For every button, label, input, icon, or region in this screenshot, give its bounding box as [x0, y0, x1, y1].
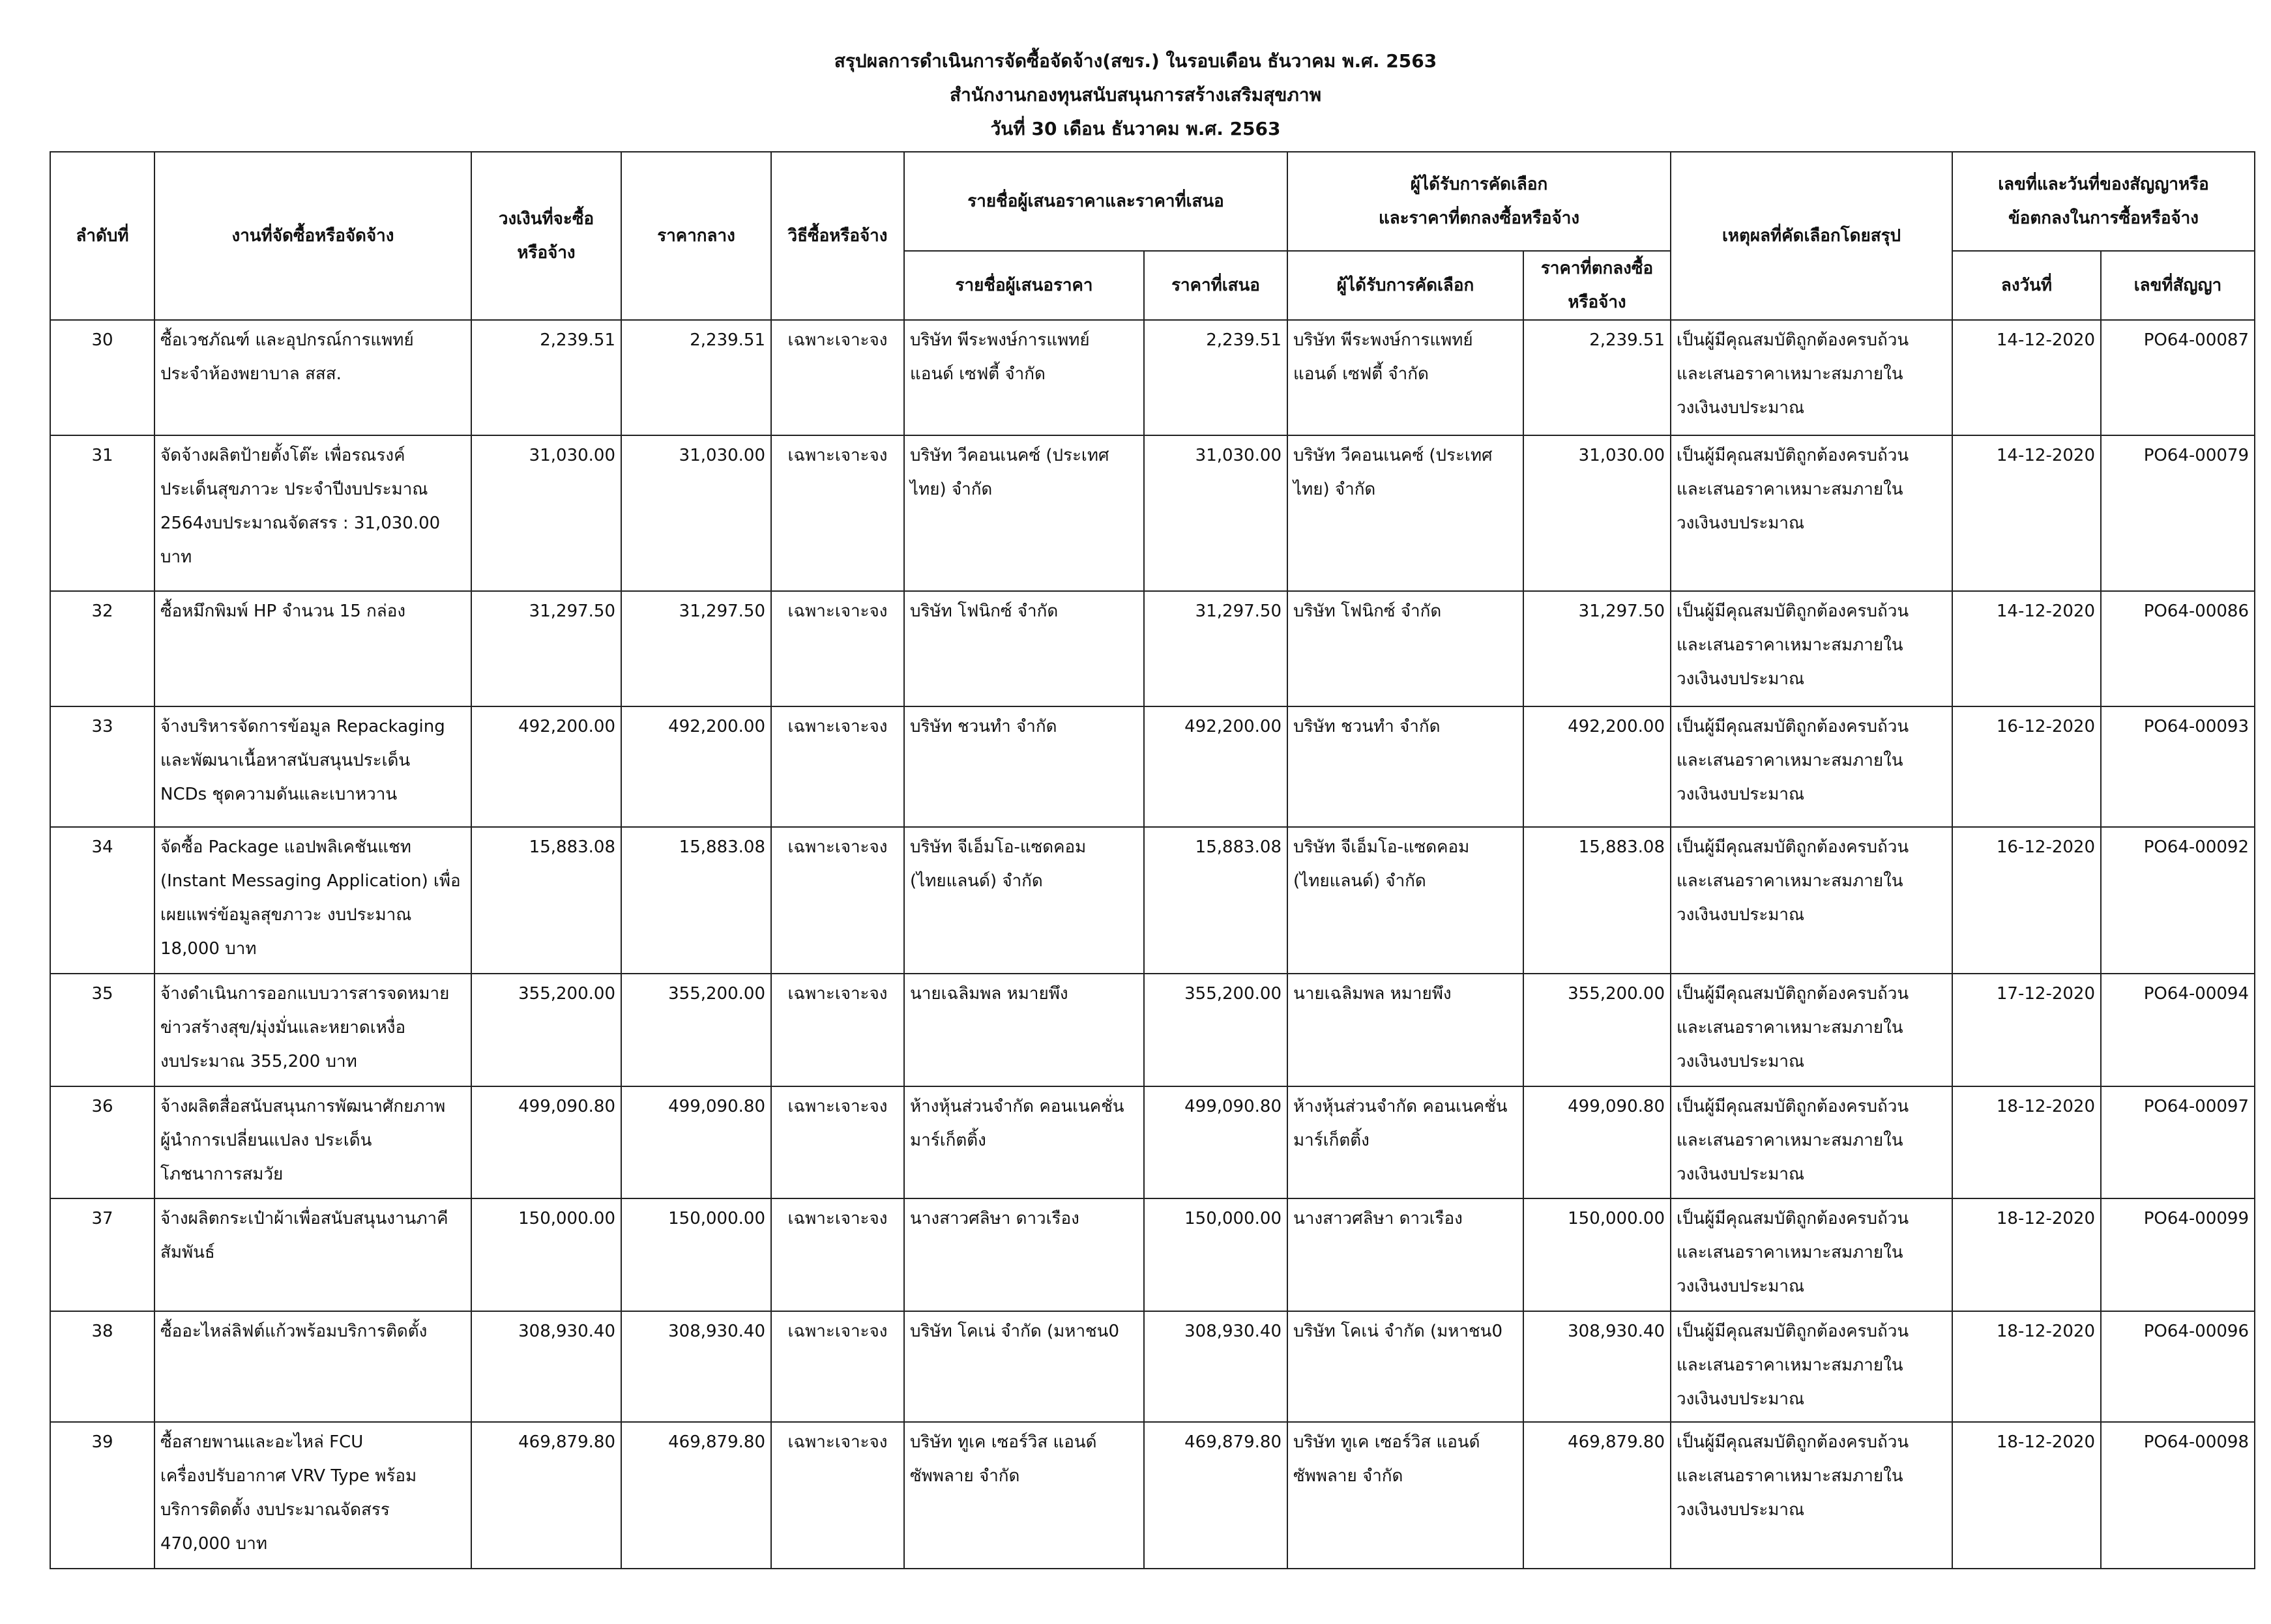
contract-number: PO64-00093 — [2101, 706, 2255, 827]
header-budget-line: หรือจ้าง — [517, 243, 576, 263]
selection-reason-line: เป็นผู้มีคุณสมบัติถูกต้องครบถ้วน — [1677, 1209, 1909, 1229]
work-description — [154, 974, 471, 1086]
procurement-table — [50, 151, 2255, 1569]
contract-number: PO64-00086 — [2101, 591, 2255, 706]
header-selected-line: ผู้ได้รับการคัดเลือก — [1410, 175, 1548, 194]
budget-amount: 15,883.08 — [471, 827, 621, 974]
selection-reason-line: และเสนอราคาเหมาะสมภายใน — [1677, 364, 1903, 384]
work-description-line: และพัฒนาเนื้อหาสนับสนุนประเด็น — [160, 751, 411, 771]
selection-reason — [1671, 974, 1952, 1086]
bid-price: 2,239.51 — [1144, 320, 1287, 435]
header-median-price: ราคากลาง — [621, 152, 771, 320]
selected-vendor-line: บริษัท จีเอ็มโอ-แซดคอม — [1293, 837, 1470, 858]
table-row — [50, 320, 2255, 435]
contract-date: 16-12-2020 — [1952, 706, 2101, 827]
contract-number: PO64-00079 — [2101, 435, 2255, 592]
selection-reason — [1671, 1422, 1952, 1569]
work-description-line: จ้างดำเนินการออกแบบวารสารจดหมาย — [160, 984, 450, 1004]
selection-reason-line: วงเงินงบประมาณ — [1677, 905, 1805, 925]
work-description — [154, 1422, 471, 1569]
selection-reason-line: เป็นผู้มีคุณสมบัติถูกต้องครบถ้วน — [1677, 717, 1909, 737]
header-budget-line: วงเงินที่จะซื้อ — [498, 209, 594, 229]
selection-reason-line: วงเงินงบประมาณ — [1677, 398, 1805, 418]
selection-reason-line: และเสนอราคาเหมาะสมภายใน — [1677, 1130, 1903, 1150]
bid-price: 31,297.50 — [1144, 591, 1287, 706]
selected-vendor — [1287, 974, 1523, 1086]
median-price: 355,200.00 — [621, 974, 771, 1086]
agreed-price: 31,297.50 — [1523, 591, 1671, 706]
contract-number: PO64-00098 — [2101, 1422, 2255, 1569]
bid-price: 31,030.00 — [1144, 435, 1287, 592]
bidder-name-line: นายเฉลิมพล หมายพึง — [910, 984, 1068, 1004]
table-row — [50, 1311, 2255, 1422]
work-description-line: NCDs ชุดความดันและเบาหวาน — [160, 785, 398, 805]
work-description — [154, 591, 471, 706]
bidder-name — [904, 435, 1144, 592]
selection-reason-line: เป็นผู้มีคุณสมบัติถูกต้องครบถ้วน — [1677, 1096, 1909, 1116]
bidder-name — [904, 706, 1144, 827]
header-reason: เหตุผลที่คัดเลือกโดยสรุป — [1671, 152, 1952, 320]
median-price: 492,200.00 — [621, 706, 771, 827]
selected-vendor-line: บริษัท โฟนิกซ์ จำกัด — [1293, 602, 1442, 622]
contract-date: 18-12-2020 — [1952, 1086, 2101, 1198]
work-description-line: 2564งบประมาณจัดสรร : 31,030.00 — [160, 513, 441, 533]
median-price: 31,030.00 — [621, 435, 771, 592]
contract-number: PO64-00092 — [2101, 827, 2255, 974]
row-number: 31 — [50, 435, 154, 592]
work-description-line: จัดซื้อ Package แอปพลิเคชันแชท — [160, 837, 411, 858]
row-number: 32 — [50, 591, 154, 706]
median-price: 150,000.00 — [621, 1198, 771, 1311]
selection-reason-line: วงเงินงบประมาณ — [1677, 669, 1805, 689]
work-description — [154, 320, 471, 435]
work-description-line: 18,000 บาท — [160, 939, 257, 959]
selection-reason-line: เป็นผู้มีคุณสมบัติถูกต้องครบถ้วน — [1677, 984, 1909, 1004]
work-description-line: ซื้ออะไหล่ลิฟต์แก้วพร้อมบริการติดตั้ง — [160, 1321, 428, 1341]
agreed-price: 492,200.00 — [1523, 706, 1671, 827]
bidder-name-line: แอนด์ เซฟตี้ จำกัด — [910, 364, 1046, 384]
selected-vendor — [1287, 1198, 1523, 1311]
bidder-name-line: นางสาวศลิษา ดาวเรือง — [910, 1209, 1079, 1229]
contract-date: 18-12-2020 — [1952, 1311, 2101, 1422]
bidder-name — [904, 1422, 1144, 1569]
work-description-line: ประจำห้องพยาบาล สสส. — [160, 364, 342, 384]
selection-reason-line: วงเงินงบประมาณ — [1677, 1500, 1805, 1520]
table-body — [50, 320, 2255, 1569]
table-row — [50, 1198, 2255, 1311]
bidder-name-line: (ไทยแลนด์) จำกัด — [910, 871, 1043, 892]
median-price: 2,239.51 — [621, 320, 771, 435]
selected-vendor — [1287, 435, 1523, 592]
procurement-method: เฉพาะเจาะจง — [771, 706, 904, 827]
selection-reason-line: และเสนอราคาเหมาะสมภายใน — [1677, 871, 1903, 892]
table-row — [50, 435, 2255, 592]
bidder-name-line: บริษัท จีเอ็มโอ-แซดคอม — [910, 837, 1087, 858]
contract-date: 18-12-2020 — [1952, 1422, 2101, 1569]
row-number: 35 — [50, 974, 154, 1086]
selected-vendor-line: (ไทยแลนด์) จำกัด — [1293, 871, 1426, 892]
procurement-method: เฉพาะเจาะจง — [771, 1422, 904, 1569]
work-description-line: 470,000 บาท — [160, 1533, 268, 1554]
bid-price: 150,000.00 — [1144, 1198, 1287, 1311]
work-description-line: จัดจ้างผลิตป้ายตั้งโต๊ะ เพื่อรณรงค์ — [160, 445, 405, 465]
procurement-method: เฉพาะเจาะจง — [771, 591, 904, 706]
contract-date: 14-12-2020 — [1952, 591, 2101, 706]
work-description — [154, 435, 471, 592]
work-description-line: บาท — [160, 547, 192, 567]
median-price: 308,930.40 — [621, 1311, 771, 1422]
selection-reason-line: วงเงินงบประมาณ — [1677, 1389, 1805, 1409]
contract-number: PO64-00087 — [2101, 320, 2255, 435]
table-row — [50, 1086, 2255, 1198]
selected-vendor-line: บริษัท ชวนทำ จำกัด — [1293, 717, 1441, 737]
row-number: 37 — [50, 1198, 154, 1311]
bidder-name-line: บริษัท พีระพงษ์การแพทย์ — [910, 330, 1090, 350]
budget-amount: 31,297.50 — [471, 591, 621, 706]
selected-vendor — [1287, 706, 1523, 827]
header-contract-date: ลงวันที่ — [1952, 251, 2101, 320]
selected-vendor-line: แอนด์ เซฟตี้ จำกัด — [1293, 364, 1429, 384]
header-selected-line: และราคาที่ตกลงซื้อหรือจ้าง — [1378, 209, 1580, 228]
work-description — [154, 1311, 471, 1422]
bidder-name — [904, 1198, 1144, 1311]
bid-price: 492,200.00 — [1144, 706, 1287, 827]
header-bid-price: ราคาที่เสนอ — [1144, 251, 1287, 320]
header-work: งานที่จัดซื้อหรือจัดจ้าง — [154, 152, 471, 320]
selection-reason-line: และเสนอราคาเหมาะสมภายใน — [1677, 479, 1903, 499]
budget-amount: 499,090.80 — [471, 1086, 621, 1198]
bidder-name-line: บริษัท วีคอนเนคซ์ (ประเทศ — [910, 445, 1109, 465]
contract-number: PO64-00096 — [2101, 1311, 2255, 1422]
selected-vendor-line: ซัพพลาย จำกัด — [1293, 1466, 1403, 1486]
header-bidder-name: รายชื่อผู้เสนอราคา — [904, 251, 1144, 320]
work-description-line: จ้างบริหารจัดการข้อมูล Repackaging — [160, 717, 445, 737]
header-contract-line: เลขที่และวันที่ของสัญญาหรือ — [1998, 175, 2209, 194]
selected-vendor — [1287, 1311, 1523, 1422]
selection-reason — [1671, 1311, 1952, 1422]
work-description-line: ซื้อเวชภัณฑ์ และอุปกรณ์การแพทย์ — [160, 330, 414, 350]
contract-number: PO64-00097 — [2101, 1086, 2255, 1198]
selected-vendor — [1287, 320, 1523, 435]
selection-reason-line: เป็นผู้มีคุณสมบัติถูกต้องครบถ้วน — [1677, 837, 1909, 858]
document-header — [0, 44, 2271, 146]
procurement-method: เฉพาะเจาะจง — [771, 974, 904, 1086]
bidder-name — [904, 827, 1144, 974]
bidder-name-line: บริษัท โคเน่ จำกัด (มหาชน0 — [910, 1321, 1120, 1341]
bidder-name-line: ห้างหุ้นส่วนจำกัด คอนเนคชั่น — [910, 1096, 1124, 1116]
selection-reason-line: เป็นผู้มีคุณสมบัติถูกต้องครบถ้วน — [1677, 1432, 1909, 1452]
work-description-line: บริการติดตั้ง งบประมาณจัดสรร — [160, 1500, 390, 1520]
bidder-name — [904, 974, 1144, 1086]
bid-price: 355,200.00 — [1144, 974, 1287, 1086]
work-description-line: (Instant Messaging Application) เพื่อ — [160, 871, 461, 892]
table-row — [50, 591, 2255, 706]
header-contract-group — [1952, 152, 2255, 251]
table-header — [50, 152, 2255, 320]
bidder-name-line: มาร์เก็ตติ้ง — [910, 1130, 986, 1150]
agreed-price: 150,000.00 — [1523, 1198, 1671, 1311]
budget-amount: 469,879.80 — [471, 1422, 621, 1569]
header-selected-group — [1287, 152, 1671, 251]
header-contract-no: เลขที่สัญญา — [2101, 251, 2255, 320]
selection-reason-line: วงเงินงบประมาณ — [1677, 785, 1805, 805]
median-price: 499,090.80 — [621, 1086, 771, 1198]
row-number: 30 — [50, 320, 154, 435]
selected-vendor — [1287, 591, 1523, 706]
selection-reason — [1671, 706, 1952, 827]
row-number: 34 — [50, 827, 154, 974]
header-agreed-price — [1523, 251, 1671, 320]
work-description-line: เผยแพร่ข้อมูลสุขภาวะ งบประมาณ — [160, 905, 412, 925]
procurement-method: เฉพาะเจาะจง — [771, 435, 904, 592]
agreed-price: 469,879.80 — [1523, 1422, 1671, 1569]
contract-date: 17-12-2020 — [1952, 974, 2101, 1086]
selected-vendor — [1287, 1422, 1523, 1569]
budget-amount: 2,239.51 — [471, 320, 621, 435]
agreed-price: 15,883.08 — [1523, 827, 1671, 974]
bidder-name-line: บริษัท ทูเค เซอร์วิส แอนด์ — [910, 1432, 1097, 1452]
bidder-name-line: บริษัท ชวนทำ จำกัด — [910, 717, 1057, 737]
header-method: วิธีซื้อหรือจ้าง — [771, 152, 904, 320]
table-row — [50, 974, 2255, 1086]
bidder-name-line: บริษัท โฟนิกซ์ จำกัด — [910, 602, 1059, 622]
agreed-price: 2,239.51 — [1523, 320, 1671, 435]
median-price: 15,883.08 — [621, 827, 771, 974]
selection-reason-line: เป็นผู้มีคุณสมบัติถูกต้องครบถ้วน — [1677, 602, 1909, 622]
work-description — [154, 827, 471, 974]
work-description-line: เครื่องปรับอากาศ VRV Type พร้อม — [160, 1466, 417, 1486]
work-description-line: โภชนาการสมวัย — [160, 1164, 284, 1184]
row-number: 36 — [50, 1086, 154, 1198]
work-description-line: จ้างผลิตกระเป๋าผ้าเพื่อสนับสนุนงานภาคี — [160, 1209, 448, 1229]
header-selected-name: ผู้ได้รับการคัดเลือก — [1287, 251, 1523, 320]
selection-reason-line: และเสนอราคาเหมาะสมภายใน — [1677, 635, 1903, 656]
selection-reason — [1671, 435, 1952, 592]
header-agreed-line: ราคาที่ตกลงซื้อ — [1540, 259, 1654, 278]
selection-reason-line: และเสนอราคาเหมาะสมภายใน — [1677, 1355, 1903, 1375]
budget-amount: 492,200.00 — [471, 706, 621, 827]
selected-vendor — [1287, 1086, 1523, 1198]
work-description-line: จ้างผลิตสื่อสนับสนุนการพัฒนาศักยภาพ — [160, 1096, 446, 1116]
selected-vendor-line: บริษัท ทูเค เซอร์วิส แอนด์ — [1293, 1432, 1480, 1452]
selection-reason-line: วงเงินงบประมาณ — [1677, 1164, 1805, 1184]
row-number: 38 — [50, 1311, 154, 1422]
selected-vendor-line: ห้างหุ้นส่วนจำกัด คอนเนคชั่น — [1293, 1096, 1508, 1116]
budget-amount: 355,200.00 — [471, 974, 621, 1086]
organization-name: สำนักงานกองทุนสนับสนุนการสร้างเสริมสุขภาพ — [949, 84, 1322, 106]
bid-price: 15,883.08 — [1144, 827, 1287, 974]
selected-vendor — [1287, 827, 1523, 974]
work-description-line: ประเด็นสุขภาวะ ประจำปีงบประมาณ — [160, 479, 428, 499]
header-contract-line: ข้อตกลงในการซื้อหรือจ้าง — [2008, 209, 2199, 228]
work-description-line: งบประมาณ 355,200 บาท — [160, 1052, 357, 1072]
bid-price: 469,879.80 — [1144, 1422, 1287, 1569]
selection-reason-line: เป็นผู้มีคุณสมบัติถูกต้องครบถ้วน — [1677, 1321, 1909, 1341]
budget-amount: 308,930.40 — [471, 1311, 621, 1422]
budget-amount: 150,000.00 — [471, 1198, 621, 1311]
selected-vendor-line: นายเฉลิมพล หมายพึง — [1293, 984, 1452, 1004]
contract-number: PO64-00099 — [2101, 1198, 2255, 1311]
selection-reason-line: และเสนอราคาเหมาะสมภายใน — [1677, 1243, 1903, 1263]
selected-vendor-line: บริษัท โคเน่ จำกัด (มหาชน0 — [1293, 1321, 1503, 1341]
header-budget — [471, 152, 621, 320]
median-price: 31,297.50 — [621, 591, 771, 706]
selection-reason-line: เป็นผู้มีคุณสมบัติถูกต้องครบถ้วน — [1677, 330, 1909, 350]
work-description-line: ซื้อหมึกพิมพ์ HP จำนวน 15 กล่อง — [160, 602, 406, 622]
table-row — [50, 706, 2255, 827]
bidder-name — [904, 1086, 1144, 1198]
bid-price: 308,930.40 — [1144, 1311, 1287, 1422]
selected-vendor-line: นางสาวศลิษา ดาวเรือง — [1293, 1209, 1463, 1229]
selection-reason — [1671, 1086, 1952, 1198]
contract-date: 16-12-2020 — [1952, 827, 2101, 974]
work-description — [154, 1086, 471, 1198]
contract-number: PO64-00094 — [2101, 974, 2255, 1086]
selection-reason-line: เป็นผู้มีคุณสมบัติถูกต้องครบถ้วน — [1677, 445, 1909, 465]
work-description-line: ผู้นำการเปลี่ยนแปลง ประเด็น — [160, 1130, 372, 1150]
contract-date: 14-12-2020 — [1952, 320, 2101, 435]
header-no: ลำดับที่ — [50, 152, 154, 320]
work-description-line: ซื้อสายพานและอะไหล่ FCU — [160, 1432, 364, 1452]
header-agreed-line: หรือจ้าง — [1568, 293, 1626, 312]
agreed-price: 308,930.40 — [1523, 1311, 1671, 1422]
selected-vendor-line: มาร์เก็ตติ้ง — [1293, 1130, 1370, 1150]
selection-reason-line: และเสนอราคาเหมาะสมภายใน — [1677, 1466, 1903, 1486]
table-row — [50, 827, 2255, 974]
procurement-method: เฉพาะเจาะจง — [771, 1311, 904, 1422]
document-date: วันที่ 30 เดือน ธันวาคม พ.ศ. 2563 — [990, 118, 1281, 139]
selection-reason-line: และเสนอราคาเหมาะสมภายใน — [1677, 1018, 1903, 1038]
selection-reason — [1671, 1198, 1952, 1311]
selection-reason-line: วงเงินงบประมาณ — [1677, 1277, 1805, 1297]
selected-vendor-line: ไทย) จำกัด — [1293, 479, 1376, 499]
work-description-line: ข่าวสร้างสุข/มุ่งมั่นและหยาดเหงื่อ — [160, 1018, 406, 1038]
row-number: 33 — [50, 706, 154, 827]
table-row — [50, 1422, 2255, 1569]
procurement-method: เฉพาะเจาะจง — [771, 1198, 904, 1311]
work-description — [154, 1198, 471, 1311]
bidder-name — [904, 320, 1144, 435]
row-number: 39 — [50, 1422, 154, 1569]
work-description-line: สัมพันธ์ — [160, 1243, 215, 1263]
selection-reason-line: และเสนอราคาเหมาะสมภายใน — [1677, 751, 1903, 771]
procurement-method: เฉพาะเจาะจง — [771, 827, 904, 974]
selection-reason — [1671, 591, 1952, 706]
procurement-method: เฉพาะเจาะจง — [771, 1086, 904, 1198]
median-price: 469,879.80 — [621, 1422, 771, 1569]
budget-amount: 31,030.00 — [471, 435, 621, 592]
contract-date: 18-12-2020 — [1952, 1198, 2101, 1311]
bidder-name-line: ซัพพลาย จำกัด — [910, 1466, 1020, 1486]
contract-date: 14-12-2020 — [1952, 435, 2101, 592]
selection-reason — [1671, 827, 1952, 974]
bidder-name — [904, 591, 1144, 706]
bid-price: 499,090.80 — [1144, 1086, 1287, 1198]
selected-vendor-line: บริษัท วีคอนเนคซ์ (ประเทศ — [1293, 445, 1493, 465]
selected-vendor-line: บริษัท พีระพงษ์การแพทย์ — [1293, 330, 1473, 350]
selection-reason-line: วงเงินงบประมาณ — [1677, 1052, 1805, 1072]
agreed-price: 499,090.80 — [1523, 1086, 1671, 1198]
selection-reason — [1671, 320, 1952, 435]
work-description — [154, 706, 471, 827]
header-bidders-group: รายชื่อผู้เสนอราคาและราคาที่เสนอ — [904, 152, 1287, 251]
procurement-method: เฉพาะเจาะจง — [771, 320, 904, 435]
agreed-price: 355,200.00 — [1523, 974, 1671, 1086]
document-title: สรุปผลการดำเนินการจัดซื้อจัดจ้าง(สขร.) ในรอบเดือน ธันวาคม พ.ศ. 2563 — [834, 50, 1437, 72]
bidder-name-line: ไทย) จำกัด — [910, 479, 993, 499]
selection-reason-line: วงเงินงบประมาณ — [1677, 513, 1805, 533]
bidder-name — [904, 1311, 1144, 1422]
agreed-price: 31,030.00 — [1523, 435, 1671, 592]
